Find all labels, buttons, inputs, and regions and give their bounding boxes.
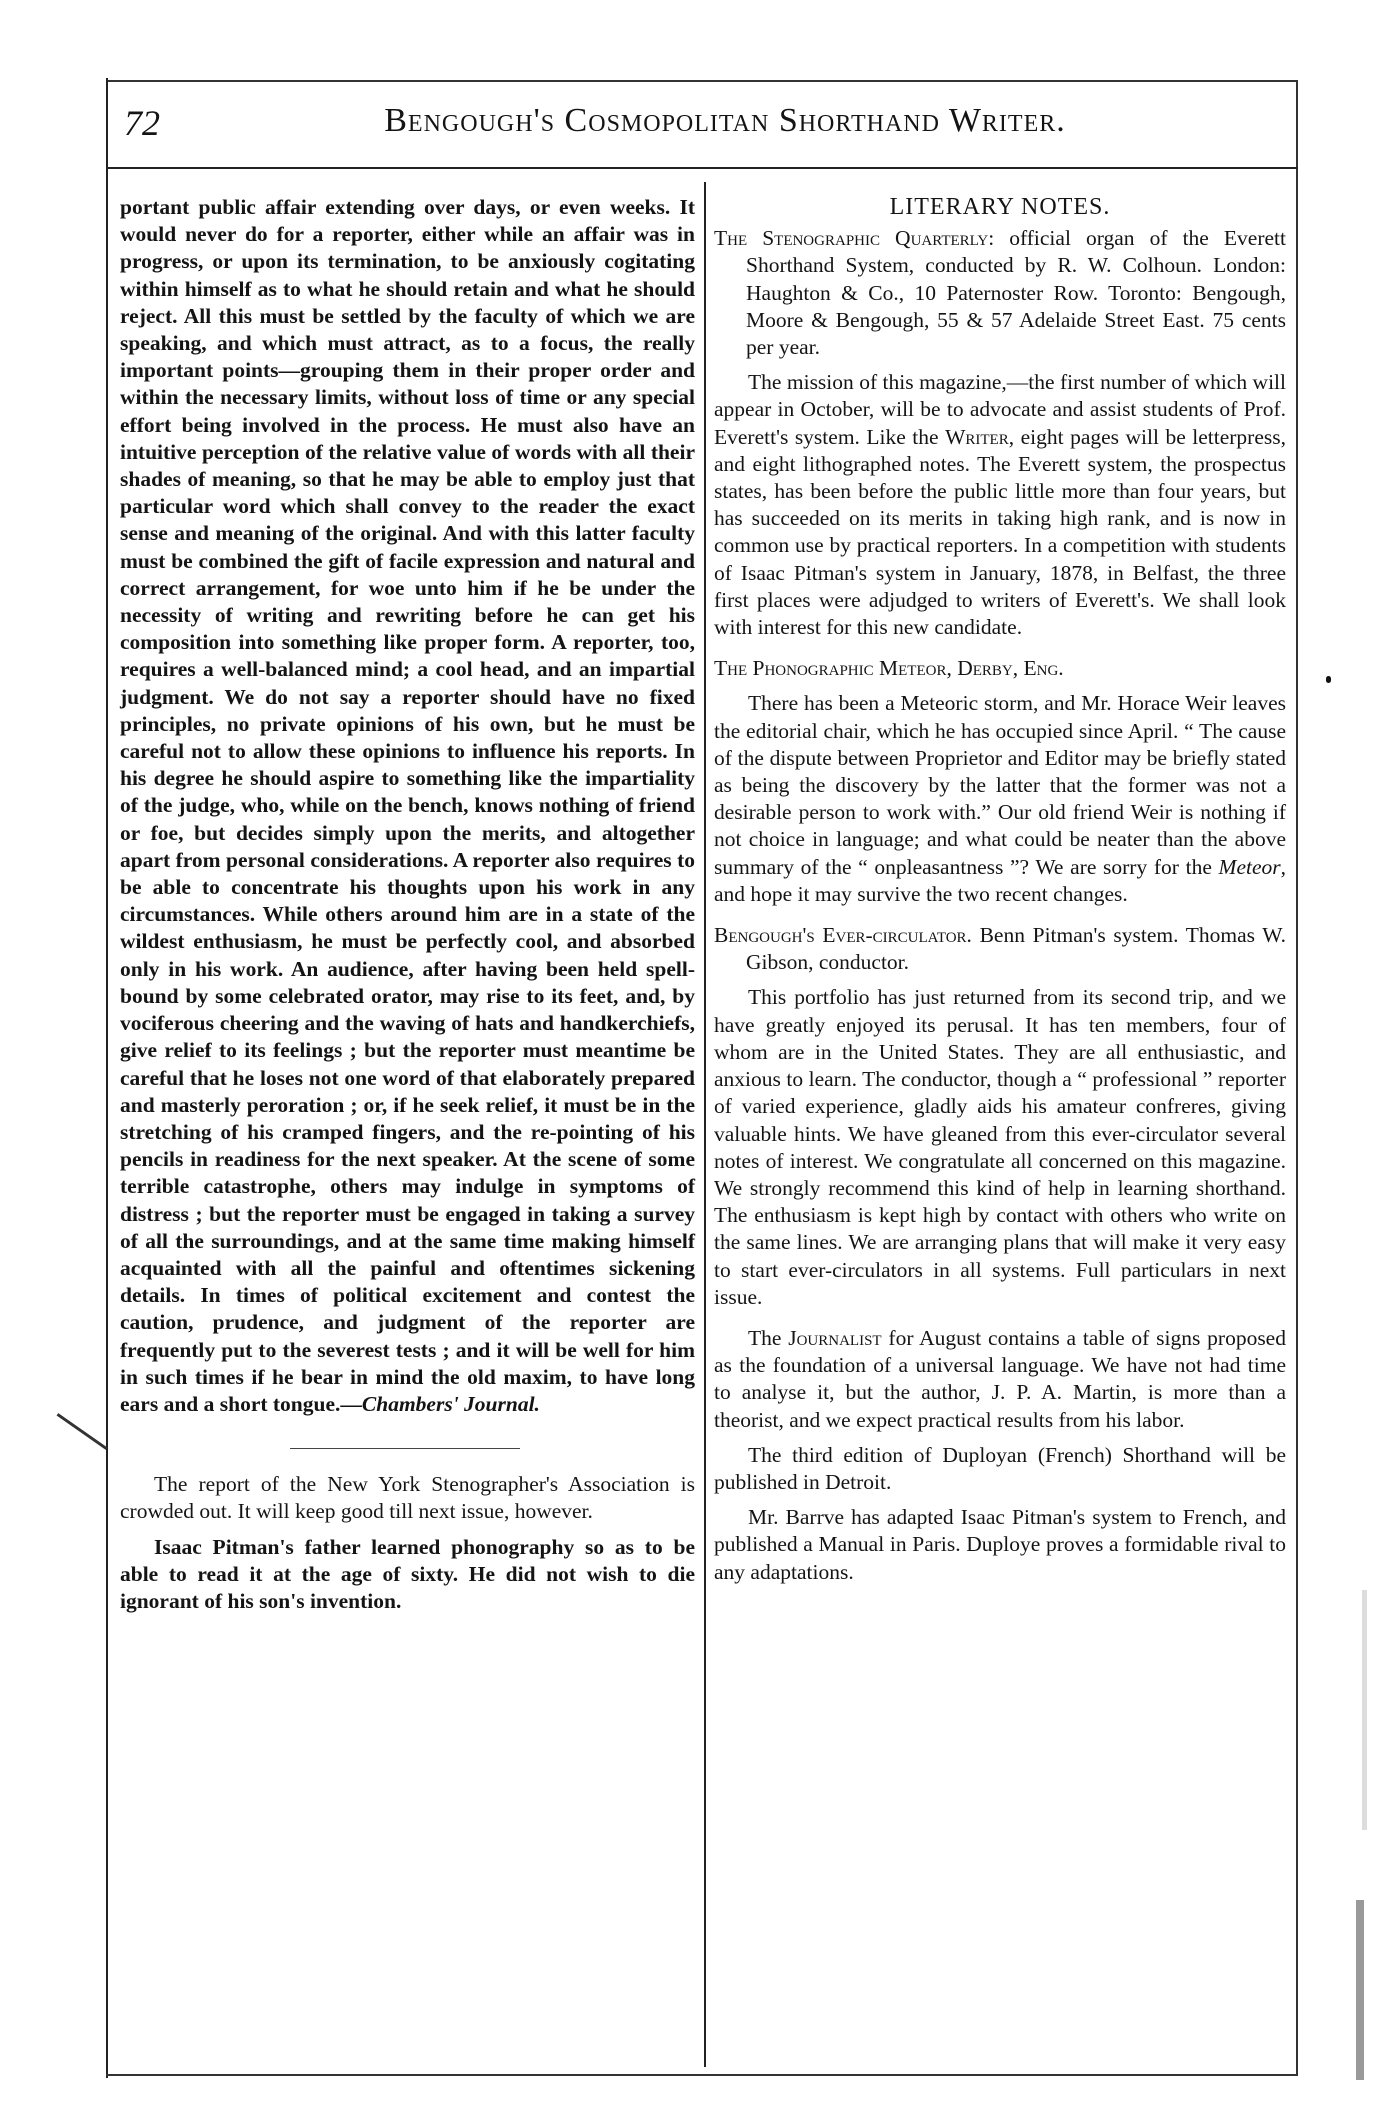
column-divider bbox=[704, 182, 706, 2067]
meteor-review-text-a: There has been a Meteoric storm, and Mr. Horace Weir leaves the editorial chair, which he has occupied since April. “ The cause of the dispute between Proprietor and Editor may be briefly stated as being the discovery by the latter that the former was not a desirable person to work with.” Our old friend Weir is nothing if not choice in language; and what could be neater than the above summary of the “ onpleasantness ”? We are sorry for the bbox=[714, 691, 1286, 879]
circulator-details: Benn Pitman's system. Thomas W. Gibson, conductor. bbox=[746, 923, 1286, 975]
pitman-father-note: Isaac Pitman's father learned phonography so as to be able to read it at the age of sixty. He did not wish to die ignorant of his son's invention. bbox=[120, 1534, 695, 1613]
right-column bbox=[714, 194, 1286, 1586]
quarterly-title: The Stenographic Quarterly bbox=[714, 226, 989, 251]
writer-name: Writer bbox=[945, 424, 1009, 449]
journalist-note bbox=[714, 1325, 1286, 1434]
page-edge-shadow-lower bbox=[1356, 1900, 1364, 2080]
left-column bbox=[120, 194, 695, 1615]
pencil-mark bbox=[57, 1413, 108, 1450]
journalist-name: Journalist bbox=[788, 1325, 882, 1350]
meteor-review-text-b: , and hope it may survive the two recent changes. bbox=[714, 854, 1286, 906]
quarterly-review-text-b: , eight pages will be letterpress, and eight lithographed notes. The Everett system, the prospectus states, has been before the public little more than four years, but has succeeded on its merits in taking high rank, and is now in common use by practical reporters. In a competition with students of Isaac Pitman's system in January, 1878, in Belfast, the three first places were adjudged to writers of Everett's. We shall look with interest for this new candidate. bbox=[714, 424, 1286, 640]
article-source: Chambers' Journal. bbox=[361, 1391, 540, 1416]
page-number: 72 bbox=[124, 103, 160, 143]
frame-left-rule bbox=[106, 78, 108, 2078]
frame-right-rule bbox=[1296, 82, 1298, 2076]
circulator-review: This portfolio has just returned from its second trip, and we have greatly enjoyed its perusal. It has ten members, four of whom are in the United States. They are all enthusiastic, and anxious to learn. The conductor, though a “ professional ” reporter of varied experience, gladly aids his amateur confreres, giving valuable hints. We have gleaned from this ever-circulator several notes of interest. We congratulate all concerned on this magazine. We strongly recommend this kind of help in learning shorthand. The enthusiasm is kept high by contact with others who write on the same lines. We are arranging plans that will make it very easy to start ever-circulators in all systems. Full particulars in next issue. bbox=[714, 985, 1286, 1309]
frame-bottom-rule bbox=[106, 2074, 1298, 2076]
journalist-text: for August contains a table of signs proposed as the foundation of a universal language. We have not had time to analyse it, but the author, J. P. A. Martin, is more than a theorist, and we expect practical results from his labor. bbox=[714, 1325, 1286, 1432]
article-body bbox=[120, 194, 695, 1418]
page-edge-shadow bbox=[1362, 1590, 1367, 1830]
quarterly-details: : official organ of the Everett Shorthand System, conducted by R. W. Colhoun. London: Haughton & Co., 10 Paternoster Row. Toronto: Bengough, Moore & Bengough, 55 & 57 Adelaide Street East. 75 cents per year. bbox=[746, 226, 1286, 360]
meteor-entry-header: The Phonographic Meteor, Derby, Eng. bbox=[714, 656, 1064, 681]
duployan-note: The third edition of Duployan (French) Shorthand will be published in Detroit. bbox=[714, 1442, 1286, 1494]
circulator-title: Bengough's Ever-circulator. bbox=[714, 923, 972, 948]
margin-mark bbox=[1326, 676, 1331, 683]
meteor-review bbox=[714, 690, 1286, 908]
section-heading: LITERARY NOTES. bbox=[889, 194, 1111, 220]
running-head: Bengough's Cosmopolitan Shorthand Writer. bbox=[384, 102, 1066, 139]
frame-top-rule bbox=[106, 80, 1298, 82]
stenographers-association-note: The report of the New York Stenographer's Association is crowded out. It will keep good till next issue, however. bbox=[120, 1472, 695, 1524]
header-rule bbox=[106, 167, 1298, 169]
article-text: portant public affair extending over days, or even weeks. It would never do for a reporter, either while an affair was in progress, or upon its termination, to be anxiously cogitating within himself as to what he should retain and what he should reject. All this must be settled by the faculty of which we are speaking, and which must attract, as to a focus, the really important points—grouping them in their proper order and within the necessary limits, without loss of time or any special effort being involved in the process. He must also have an intuitive perception of the relative value of words with all their shades of meaning, so that he may be able to employ just that particular word which shall convey to the reader the exact sense and meaning of the original. And with this latter faculty must be combined the gift of facile expression and natural and correct arrangement, for woe unto him if he be under the necessity of writing and rewriting before he can get his composition into something like proper form. A reporter, too, requires a well-balanced mind; a cool head, and an impartial judgment. We do not say a reporter should have no fixed principles, no private opinions of his own, but he must be careful not to allow these opinions to influence his reports. In his degree he should aspire to something like the impartiality of the judge, who, while on the bench, knows nothing of friend or foe, but decides simply upon the merits, and altogether apart from personal considerations. A reporter also requires to be able to concentrate his thoughts upon his work in any circumstances. While others around him are in a state of the wildest enthusiasm, he must be perfectly cool, and absorbed only in his work. An audience, after having been held spell-bound by some celebrated orator, may rise to its feet, and, by vociferous cheering and the waving of hats and handkerchiefs, give relief to its feelings ; but the reporter must meantime be careful that he loses not one word of that elaborately prepared and masterly peroration ; or, if he seek relief, it must be in the stretching of his cramped fingers, and the re-pointing of his pencils in readiness for the next speaker. At the scene of some terrible catastrophe, others may indulge in symptoms of distress ; but the reporter must be engaged in taking a survey of all the surroundings, and at the same time making himself acquainted with all the painful and oftentimes sickening details. In times of political excitement and contest the caution, prudence, and judgment of the reporter are frequently put to the severest tests ; and it will be well for him in such times if he bear in mind the old maxim, to have long ears and a short tongue.— bbox=[120, 195, 695, 1416]
quarterly-entry-header bbox=[714, 225, 1286, 361]
quarterly-review-text-a: The mission of this magazine,—the first number of which will appear in October, will be to advocate and assist students of Prof. Everett's system. Like the bbox=[714, 370, 1286, 449]
journalist-lead: The bbox=[748, 1325, 789, 1350]
circulator-entry-header bbox=[714, 922, 1286, 976]
quarterly-review bbox=[714, 369, 1286, 641]
section-divider bbox=[290, 1448, 520, 1449]
barrve-note: Mr. Barrve has adapted Isaac Pitman's system to French, and published a Manual in Paris. Duploye proves a formidable rival to any adaptations. bbox=[714, 1505, 1286, 1584]
meteor-name: Meteor bbox=[1218, 854, 1281, 879]
